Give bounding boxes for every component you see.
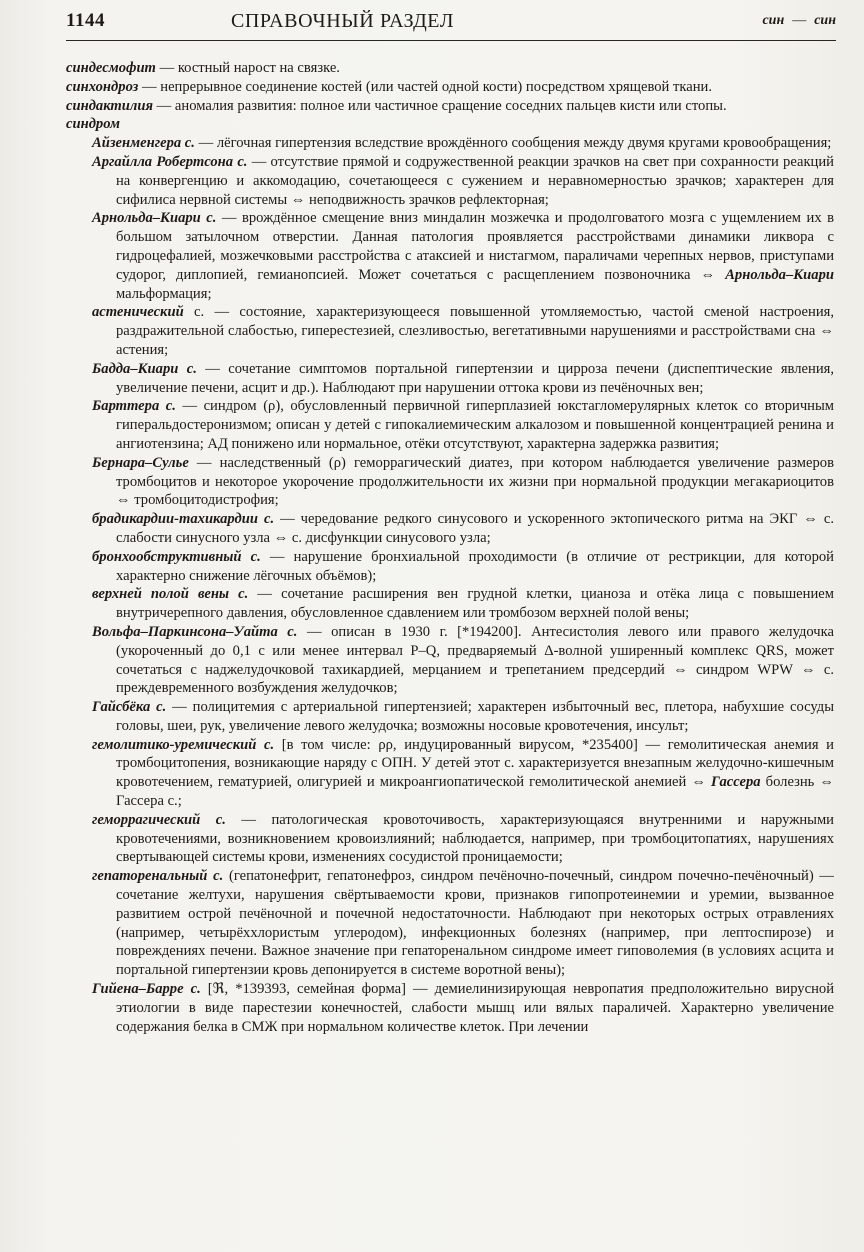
syndrome-text: — нарушение бронхиальной проходимости (в отличие от рестрикции, для которой характерно снижение лёгочных объёмов); [116, 548, 834, 584]
syndrome-term: Бернара–Сулье [92, 454, 189, 471]
syndrome-term: брадикардии-тахикардии с. [92, 511, 275, 528]
syndrome-term: Гайсбёка с. [92, 699, 167, 716]
syndrome-term: Аргайлла Робертсона с. [92, 153, 248, 170]
syndrome-entry [66, 623, 834, 698]
syndrome-text: с. — состояние, характеризующееся повышенной утомляемостью, частой сменой настроения, раздражительной слабостью, гиперестезией, слезливостью, вегетативными нарушениями и расстройствами сна ⇔ астения; [116, 304, 834, 358]
syndrome-entry [66, 397, 834, 453]
syndrome-entry [66, 360, 834, 398]
syndrome-text: — врождённое смещение вниз миндалин мозжечка и продолговатого мозга с ущемлением их в большом затылочном отверстии. Данная патология проявляется расстройствами динамики ликвора с гидроцефалией, мозжечковыми расстройства с атаксией и нистагмом, параличами черепных нервов, приступами судорог, диплопией, гемианопсией. Может сочетаться с расщеплением позвоночника ⇔ [116, 210, 834, 283]
syndrome-text: — сочетание расширения вен грудной клетки, цианоза и отёка лица с повышением внутричерепного давления, обусловленное сдавлением или тромбозом верхней полой вены; [116, 586, 834, 622]
dictionary-entry [66, 78, 834, 97]
syndrome-text: — отсутствие прямой и содружественной реакции зрачков на свет при сохранности реакций на конвергенцию и аккомодацию, сочетающееся с сужением и неравномерностью зрачков; характерен для сифилиса нервной системы ⇔ неподвижность зрачков рефлекторная; [116, 153, 834, 208]
entry-term: синдром [66, 116, 120, 133]
dictionary-entry [66, 115, 834, 134]
syndrome-entry [66, 153, 834, 209]
syndrome-text: — описан в 1930 г. [*194200]. Антесистолия левого или правого желудочка (укороченный до 0,1 с или менее интервал P–Q, предваряемый Δ-волной уширенный комплекс QRS, может сочетаться с наджелудочковой тахикардией, мерцанием и трепетанием предсердий ⇔ синдром WPW ⇔ с. преждевременного возбуждения желудочков; [116, 623, 834, 697]
entry-text: — аномалия развития: полное или частичное сращение соседних пальцев кисти или стопы. [153, 97, 727, 114]
syndrome-text: — патологическая кровоточивость, характеризующаяся внутренними и наружными кровотечениями, возникновением кровоизлияний; наблюдается, например, при тромбоцитопатиях, нарушениях свертывающей системы крови, изменениях сосудистой проницаемости; [116, 811, 834, 866]
syndrome-entry [66, 510, 834, 548]
range-start: син [762, 13, 785, 28]
syndrome-term: Арнольда–Киари с. [92, 210, 217, 227]
syndrome-term: Гийена–Барре с. [92, 981, 201, 998]
syndrome-text: [в том числе: ρρ, индуцированный вирусом, *235400] — гемолитическая анемия и тромбоцитопения, возникающие наряду с ОПН. У детей этот с. характеризуется внезапным желудочно-кишечным кровотечением, гематурией, олигурией и микроангиопатической гемолитической анемией ⇔ [116, 736, 834, 791]
syndrome-entry [66, 867, 834, 980]
syndrome-text-tail: болезнь ⇔ Гассера с.; [116, 774, 834, 810]
syndrome-entry [66, 980, 834, 1036]
syndrome-term: бронхообструктивный с. [92, 548, 261, 565]
cross-reference: Гассера [711, 774, 761, 791]
syndrome-term: геморрагический с. [92, 811, 226, 828]
syndrome-entry [66, 585, 834, 623]
syndrome-text-tail: мальформация; [116, 285, 212, 302]
entries-column [66, 59, 834, 1036]
syndrome-term: астенический [92, 304, 184, 321]
dictionary-entry [66, 59, 834, 78]
entry-term: синхондроз [66, 78, 139, 95]
syndrome-text: — лёгочная гипертензия вследствие врождённого сообщения между двумя кругами кровообращения; [194, 135, 832, 152]
dictionary-entry [66, 97, 834, 116]
syndrome-text: (гепатонефрит, гепатонефроз, синдром печёночно-почечный, синдром почечно-печёночный) — сочетание желтухи, нарушения свёртываемости крови, признаков гипопротеинемии и уремии, вызванное развитием острой печёночной и почечной недостаточности. Наблюдают при некоторых острых отравлениях (например, четырёххлористым углеродом), инфекционных болезнях (например, при лептоспирозе) и повреждениях печени. Важное значение при гепаторенальном синдроме имеет гиповолемия (в условиях асцита и портальной гипертензии кровь депонируется в системе воротной вены); [116, 868, 834, 979]
entry-term: синдактилия [66, 97, 154, 114]
syndrome-text: [ℜ, *139393, семейная форма] — демиелинизирующая невропатия предположительно вирусной этиологии в виде парестезии конечностей, слабости мышц или вялых параличей. Характерно увеличение содержания белка в СМЖ при нормальном количестве клеток. При лечении [116, 981, 834, 1035]
entry-text: — костный нарост на связке. [155, 60, 340, 76]
syndrome-term: гемолитико-уремический с. [92, 736, 275, 753]
syndrome-term: Вольфа–Паркинсона–Уайта с. [92, 623, 298, 640]
header-rule [66, 40, 836, 41]
syndrome-term: Бадда–Киари с. [92, 360, 197, 377]
range-dash: — [792, 13, 807, 28]
syndrome-term: гепаторенальный с. [92, 868, 224, 885]
syndrome-entry [66, 303, 834, 359]
syndrome-term: верхней полой вены с. [92, 586, 249, 603]
range-end: син [814, 13, 836, 28]
section-title: СПРАВОЧНЫЙ РАЗДЕЛ [230, 9, 455, 32]
syndrome-entry [66, 698, 834, 736]
syndrome-term: Барттера с. [92, 398, 176, 415]
syndrome-entry [66, 134, 834, 153]
cross-reference: Арнольда–Киари [725, 266, 834, 283]
syndrome-text: — наследственный (ρ) геморрагический диатез, при котором наблюдается увеличение размеров тромбоцитов и некоторое укорочение продолжительности их жизни при нормальной продукции мегакариоцитов ⇔ тромбоцитодистрофия; [116, 454, 834, 509]
syndrome-entry [66, 454, 834, 510]
syndrome-entry [66, 209, 834, 303]
syndrome-term: Айзенменгера с. [92, 135, 195, 152]
entry-text: — непрерывное соединение костей (или частей одной кости) посредством хрящевой ткани. [138, 78, 712, 95]
syndrome-text: — чередование редкого синусового и ускоренного эктопического ритма на ЭКГ ⇔ с. слабости синусного узла ⇔ с. дисфункции синусового узла; [116, 511, 834, 546]
syndrome-text: — сочетание симптомов портальной гипертензии и цирроза печени (диспептические явления, увеличение печени, асцит и др.). Наблюдают при нарушении оттока крови из печёночных вен; [116, 360, 834, 396]
syndrome-entry [66, 548, 834, 586]
syndrome-text: — полицитемия с артериальной гипертензией; характерен избыточный вес, плетора, набухшие сосуды головы, шеи, рук, увеличение левого желудочка; возможны носовые кровотечения, инсульт; [116, 699, 835, 734]
syndrome-entry [66, 811, 834, 867]
syndrome-text: — синдром (ρ), обусловленный первичной гиперплазией юкстагломерулярных клеток со вторичным гиперальдостеронизмом; описан у детей с гипокалиемическим алкалозом и повышенной концентрацией ренина и ангиотензина; АД понижено или нормальное, отёки отсутствуют, характерна задержка развития; [116, 398, 835, 452]
syndrome-entry [66, 736, 834, 811]
entry-term: синдесмофит [66, 60, 156, 76]
entry-range [762, 13, 836, 29]
page-number: 1144 [66, 10, 105, 31]
page-header [66, 6, 836, 36]
